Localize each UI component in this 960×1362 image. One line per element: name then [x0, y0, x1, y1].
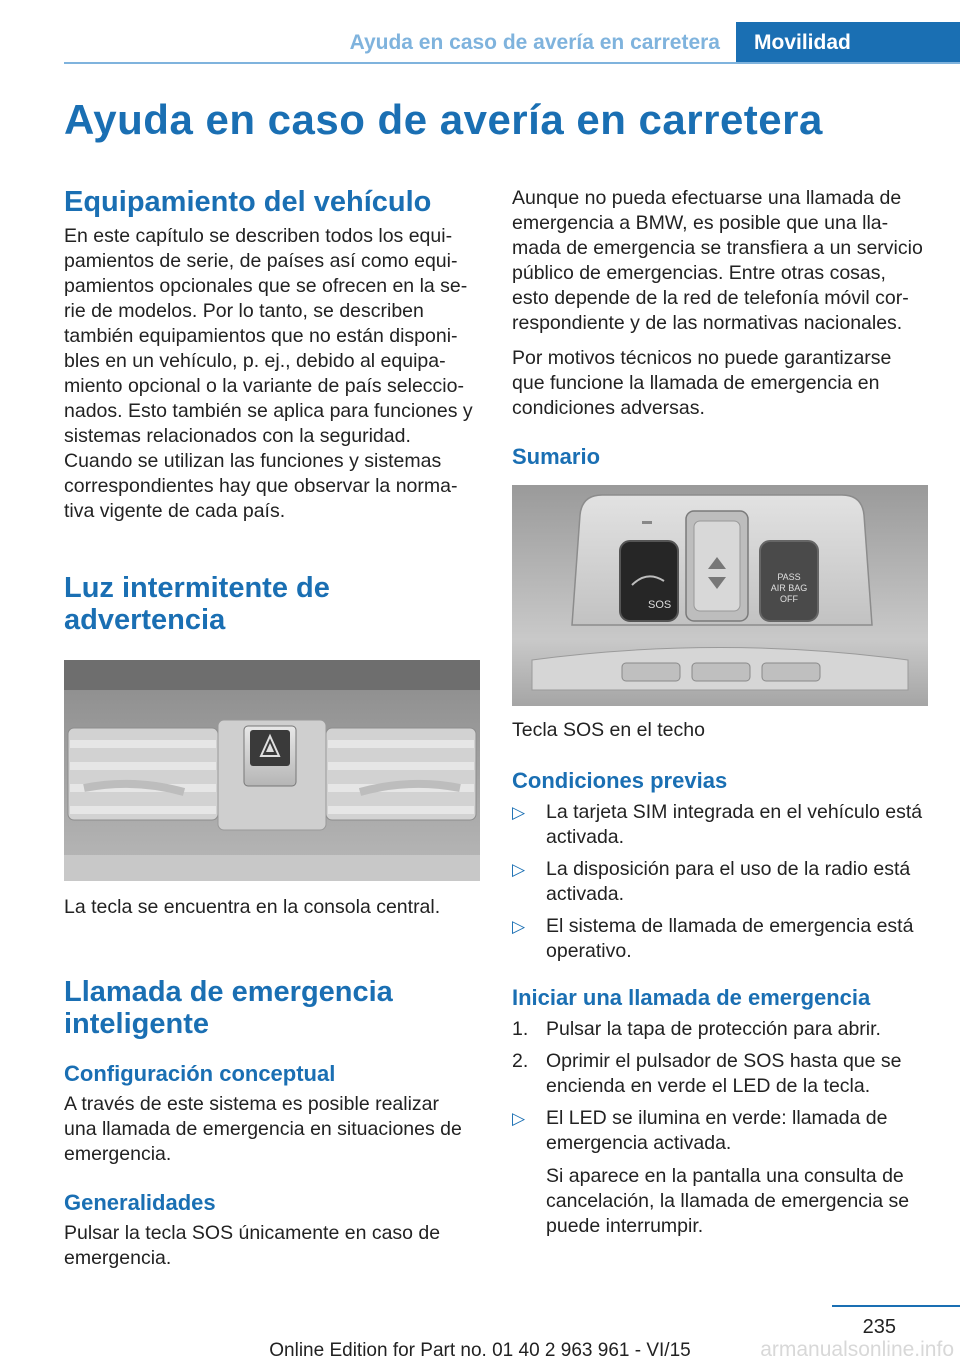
- text-line: esto depende de la red de telefonía móvil cor‐: [512, 287, 909, 309]
- step-number: 1.: [512, 1018, 529, 1040]
- text-line: mada de emergencia se transfiera a un servicio: [512, 237, 923, 259]
- list-item: [512, 857, 928, 907]
- text-line: Si aparece en la pantalla una consulta de: [546, 1165, 904, 1187]
- text-line: A través de este sistema es posible realizar: [64, 1093, 440, 1115]
- text-line: Pulsar la tecla SOS únicamente en caso de: [64, 1222, 441, 1244]
- list-item: [512, 800, 928, 850]
- airbag-label-line: PASS: [777, 572, 801, 582]
- text-line: condiciones adversas.: [512, 397, 705, 419]
- footer-rule: [832, 1305, 960, 1307]
- prerequisites-heading: Condiciones previas: [512, 768, 728, 793]
- page-title: Ayuda en caso de avería en carretera: [64, 96, 823, 143]
- text-line: encienda en verde el LED de la tecla.: [546, 1075, 871, 1097]
- text-line: pamientos opcionales que se ofrecen en la se‐: [64, 275, 468, 297]
- header-rule: [64, 62, 960, 64]
- left-column: [64, 184, 480, 1271]
- text-line: respondiente y de las normativas nacionales.: [512, 312, 903, 334]
- text-line: miento opcional o la variante de país seleccio‐: [64, 375, 464, 397]
- concept-paragraph: [64, 1092, 480, 1167]
- text-line: emergencia.: [64, 1143, 172, 1165]
- sos-button-image: [512, 485, 928, 706]
- text-line: público de emergencias. Entre otras cosas,: [512, 262, 886, 284]
- concept-heading: Configuración conceptual: [64, 1061, 336, 1086]
- page-number: 235: [862, 1316, 896, 1338]
- equipment-heading: Equipamiento del vehículo: [64, 186, 432, 218]
- text-line: cancelación, la llamada de emergencia se: [546, 1190, 910, 1212]
- equipment-paragraph: [64, 224, 480, 524]
- summary-caption: Tecla SOS en el techo: [512, 719, 705, 741]
- sos-roof-console-illustration: [512, 485, 928, 706]
- summary-heading: Sumario: [512, 444, 601, 469]
- text-line: Pulsar la tapa de protección para abrir.: [546, 1018, 881, 1040]
- step-number: 2.: [512, 1050, 529, 1072]
- text-line: La tarjeta SIM integrada en el vehículo está: [546, 801, 923, 823]
- triangle-bullet-icon: ▷: [512, 917, 526, 936]
- text-line: Aunque no pueda efectuarse una llamada de: [512, 187, 902, 209]
- text-line: Cuando se utilizan las funciones y sistemas: [64, 450, 442, 472]
- text-line: operativo.: [546, 940, 632, 962]
- airbag-label-line: AIR BAG: [770, 583, 808, 593]
- text-line: emergencia a BMW, es posible que una lla‐: [512, 212, 889, 234]
- chapter-tab: Movilidad: [736, 22, 960, 64]
- text-line: rie de modelos. Por lo tanto, se describen: [64, 300, 424, 322]
- running-header-section: Ayuda en caso de avería en carretera: [349, 31, 720, 54]
- text-line: que funcione la llamada de emergencia en: [512, 372, 880, 394]
- heading-line: inteligente: [64, 1008, 210, 1040]
- text-line: Por motivos técnicos no puede garantizarse: [512, 347, 892, 369]
- heading-line: Llamada de emergencia: [64, 976, 393, 1008]
- text-line: La disposición para el uso de la radio está: [546, 858, 911, 880]
- triangle-bullet-icon: ▷: [512, 803, 526, 822]
- text-line: una llamada de emergencia en situaciones de: [64, 1118, 462, 1140]
- text-line: pamientos de serie, de países así como equi‐: [64, 250, 458, 272]
- hazard-caption: La tecla se encuentra en la consola central.: [64, 896, 441, 918]
- general-paragraph: [64, 1221, 480, 1271]
- list-item: [512, 1106, 928, 1239]
- text-line: El sistema de llamada de emergencia está: [546, 915, 914, 937]
- text-line: nados. Esto también se aplica para funciones y: [64, 400, 473, 422]
- text-line: también equipamientos que no están disponi‐: [64, 325, 458, 347]
- text-line: sistemas relacionados con la seguridad.: [64, 425, 411, 447]
- text-line: Oprimir el pulsador de SOS hasta que se: [546, 1050, 902, 1072]
- triangle-bullet-icon: ▷: [512, 860, 526, 879]
- text-line: puede interrumpir.: [546, 1215, 704, 1237]
- intro-paragraph: [512, 186, 928, 336]
- start-call-heading: Iniciar una llamada de emergencia: [512, 985, 871, 1010]
- hazard-button-image: [64, 660, 480, 881]
- text-line: correspondientes hay que observar la norma‐: [64, 475, 458, 497]
- text-line: activada.: [546, 883, 625, 905]
- list-item: [512, 1017, 928, 1042]
- hazard-heading: [64, 572, 480, 636]
- triangle-bullet-icon: ▷: [512, 1109, 526, 1128]
- text-line: tiva vigente de cada país.: [64, 500, 286, 522]
- cancel-note: [546, 1164, 928, 1239]
- right-column: [512, 184, 928, 1239]
- general-heading: Generalidades: [64, 1190, 216, 1215]
- text-line: emergencia activada.: [546, 1132, 732, 1154]
- airbag-label-line: OFF: [780, 594, 798, 604]
- heading-line: Luz intermitente de: [64, 572, 330, 604]
- list-item: [512, 914, 928, 964]
- watermark: armanualsonline.info: [760, 1338, 954, 1361]
- heading-line: advertencia: [64, 604, 226, 636]
- text-line: emergencia.: [64, 1247, 172, 1269]
- steps-list: [512, 1017, 928, 1239]
- emergency-call-heading: [64, 976, 480, 1040]
- list-item: [512, 1049, 928, 1099]
- hazard-console-illustration: [64, 660, 480, 881]
- text-line: En este capítulo se describen todos los equi‐: [64, 225, 453, 247]
- text-line: bles en un vehículo, p. ej., debido al equipa‐: [64, 350, 446, 372]
- technical-paragraph: [512, 346, 928, 421]
- text-line: activada.: [546, 826, 625, 848]
- text-line: El LED se ilumina en verde: llamada de: [546, 1107, 888, 1129]
- sos-label: SOS: [648, 599, 672, 611]
- edition-line: Online Edition for Part no. 01 40 2 963 961 - VI/15: [269, 1340, 691, 1361]
- prerequisites-list: [512, 800, 928, 964]
